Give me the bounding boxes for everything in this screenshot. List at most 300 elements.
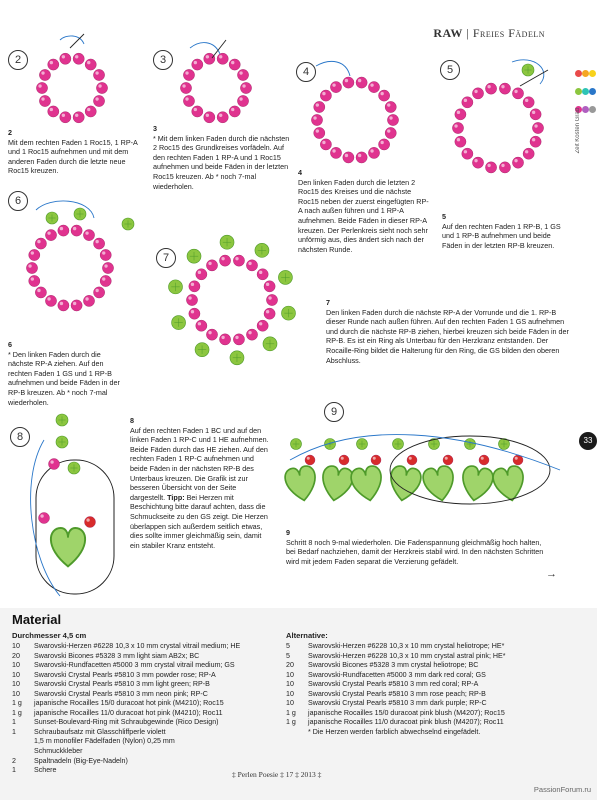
material-qty: 10 bbox=[12, 670, 20, 679]
step-6-text bbox=[8, 340, 120, 407]
material-qty: 1 bbox=[12, 727, 16, 736]
bead-highlight bbox=[28, 264, 31, 267]
bead-highlight bbox=[194, 108, 197, 111]
bead-highlight bbox=[242, 84, 245, 87]
ring-bead bbox=[94, 287, 105, 298]
step-8-body: Auf den rechten Faden 1 BC und auf den linken Faden 1 RP-C und 1 HE aufnehmen. Beide Fäden durch das HE ziehen. Auf den rechten Faden 1 RP-C aufnehmen und beide Fäden in der nächsten RP-B des Unterbaus kreuzen. Die Grafik ist zur besseren Übersicht von der Seite dargestellt. bbox=[130, 425, 269, 502]
step-8-text bbox=[130, 416, 270, 550]
bead-highlight bbox=[50, 460, 53, 463]
ring-bead bbox=[233, 255, 244, 266]
heart-shape bbox=[284, 465, 319, 503]
watermark: PassionForum.ru bbox=[533, 785, 591, 794]
material-desc: japanische Rocailles 11/0 duracoat pink blush (M4207); Roc11 bbox=[308, 718, 504, 727]
bead-highlight bbox=[221, 257, 224, 260]
ring-bead bbox=[385, 127, 396, 138]
material-item bbox=[12, 718, 282, 728]
ring-bead bbox=[100, 275, 111, 286]
step-4-badge: 4 bbox=[296, 62, 316, 82]
step-8-badge: 8 bbox=[10, 427, 30, 447]
step-3-badge: 3 bbox=[153, 50, 173, 70]
heart-crystal bbox=[492, 465, 527, 503]
ring-bead bbox=[512, 88, 523, 99]
step-2-text bbox=[8, 128, 148, 176]
heart-shape bbox=[387, 465, 422, 503]
ring-bead bbox=[94, 238, 105, 249]
step-8-tip: Bei Herzen mit Beschichtung bitte darauf achten, dass die Schmuckseite zu den GS zeigt. Die Herzen überlappen sich außerdem seitlich etwas, dies sollte immer gleichmäßig sein, damit ein stabiler Kranz entsteht. bbox=[130, 492, 268, 550]
ring-bead bbox=[73, 53, 84, 64]
page-number-badge: 33 bbox=[579, 432, 597, 450]
material-qty: 10 bbox=[286, 689, 294, 698]
bead-highlight bbox=[268, 296, 271, 299]
material-qty: 1 bbox=[12, 718, 16, 727]
bead-highlight bbox=[219, 114, 222, 117]
pink-bead bbox=[39, 513, 50, 524]
material-qty: 10 bbox=[286, 670, 294, 679]
bead-highlight bbox=[182, 84, 185, 87]
step-9-badge: 9 bbox=[324, 402, 344, 422]
material-desc: Swarovski Crystal Pearls #5810 3 mm red coral; RP-A bbox=[308, 680, 479, 689]
material-item bbox=[12, 757, 282, 767]
bead-highlight bbox=[208, 262, 211, 265]
ring-bead bbox=[320, 90, 331, 101]
ring-bead bbox=[485, 83, 496, 94]
material-desc: Swarovski Crystal Pearls #5810 3 mm rose peach; RP-B bbox=[308, 689, 486, 698]
ring-bead bbox=[368, 147, 379, 158]
ring-bead bbox=[379, 139, 390, 150]
ring-bead bbox=[257, 269, 268, 280]
magazine-footer: ‡ Perlen Poesie ‡ 17 ‡ 2013 ‡ bbox=[232, 770, 322, 779]
bead-highlight bbox=[191, 283, 194, 286]
step-2-body: Mit dem rechten Faden 1 Roc15, 1 RP-A und 1 Roc15 aufnehmen und mit dem anderen Faden durch die letzte neue Roc15 kreuzen. bbox=[8, 137, 138, 176]
bead-highlight bbox=[358, 154, 361, 157]
ring-bead bbox=[320, 139, 331, 150]
bead-highlight bbox=[322, 92, 325, 95]
material-qty: 10 bbox=[286, 680, 294, 689]
heart-crystal bbox=[284, 465, 319, 503]
pink-bead bbox=[49, 459, 60, 470]
bead-highlight bbox=[266, 283, 269, 286]
bead-highlight bbox=[316, 129, 319, 132]
bead-highlight bbox=[95, 240, 98, 243]
material-qty: 20 bbox=[12, 651, 20, 660]
bead-highlight bbox=[239, 97, 242, 100]
heart-crystal bbox=[387, 465, 422, 503]
ring-bead bbox=[45, 295, 56, 306]
bead-highlight bbox=[231, 108, 234, 111]
ring-bead bbox=[264, 308, 275, 319]
ring-bead bbox=[85, 59, 96, 70]
material-qty bbox=[286, 728, 308, 738]
red-bead bbox=[407, 455, 417, 465]
step-2-badge: 2 bbox=[8, 50, 28, 70]
bead-highlight bbox=[235, 336, 238, 339]
material-item bbox=[286, 699, 576, 709]
ring-bead bbox=[356, 152, 367, 163]
ring-bead bbox=[264, 281, 275, 292]
material-item bbox=[286, 709, 576, 719]
bead-highlight bbox=[50, 61, 53, 64]
bead-highlight bbox=[373, 457, 376, 460]
ring-bead bbox=[499, 83, 510, 94]
material-item bbox=[286, 652, 576, 662]
ring-bead bbox=[29, 275, 40, 286]
bead-highlight bbox=[345, 154, 348, 157]
header-separator: | bbox=[466, 26, 470, 40]
ring-bead bbox=[96, 82, 107, 93]
material-qty: 5 bbox=[286, 642, 290, 650]
red-bead bbox=[443, 455, 453, 465]
red-bead bbox=[305, 455, 315, 465]
step-4-label: 4 bbox=[298, 168, 302, 177]
bead-highlight bbox=[62, 114, 65, 117]
ring-bead bbox=[330, 147, 341, 158]
material-qty: 1 g bbox=[286, 718, 296, 727]
ring-bead bbox=[266, 294, 277, 305]
ring-bead bbox=[512, 157, 523, 168]
material-desc: Schere bbox=[34, 766, 57, 775]
material-item bbox=[12, 642, 282, 652]
ring-bead bbox=[233, 334, 244, 345]
bead-highlight bbox=[185, 97, 188, 100]
bead-highlight bbox=[235, 257, 238, 260]
ring-bead bbox=[530, 109, 541, 120]
ring-bead bbox=[530, 136, 541, 147]
ring-bead bbox=[36, 82, 47, 93]
bead-highlight bbox=[464, 99, 467, 102]
material-desc: japanische Rocailles 15/0 duracoat hot pink (M4210); Roc15 bbox=[34, 699, 224, 708]
ring-bead bbox=[183, 69, 194, 80]
heart-shape bbox=[319, 465, 354, 503]
material-item bbox=[12, 680, 282, 690]
ring-bead bbox=[186, 294, 197, 305]
ring-bead bbox=[206, 260, 217, 271]
bead-highlight bbox=[85, 297, 88, 300]
step-8-outline bbox=[36, 460, 114, 594]
step-7-badge: 7 bbox=[156, 248, 176, 268]
bead-highlight bbox=[487, 164, 490, 167]
material-desc: Swarovski Bicones #5328 3 mm light siam AB2x; BC bbox=[34, 651, 200, 660]
ring-bead bbox=[204, 112, 215, 123]
ring-bead bbox=[83, 295, 94, 306]
ring-bead bbox=[311, 114, 322, 125]
bead-highlight bbox=[98, 84, 101, 87]
material-item bbox=[286, 680, 576, 690]
header-raw: RAW bbox=[433, 26, 463, 40]
ring-bead bbox=[196, 320, 207, 331]
bead-highlight bbox=[387, 129, 390, 132]
step-9-body: Schritt 8 noch 9-mal wiederholen. Die Fadenspannung gleichmäßig hoch halten, bei Bedarf nachziehen, damit der Herzkreis stabil wird. In den nächsten Schritten wird mit jedem Faden separat die Verzierung gefädelt. bbox=[286, 537, 544, 566]
bead-highlight bbox=[47, 297, 50, 300]
ring-bead bbox=[229, 59, 240, 70]
bead-highlight bbox=[532, 111, 535, 114]
step-8-tip-label: Tipp: bbox=[167, 492, 185, 502]
material-desc: Swarovski-Rundfacetten #5000 3 mm dark red coral; GS bbox=[308, 670, 486, 679]
red-bead bbox=[371, 455, 381, 465]
material-desc: Sunset-Boulevard-Ring mit Schraubgewinde (Rico Design) bbox=[34, 718, 219, 727]
ring-bead bbox=[48, 59, 59, 70]
red-bead bbox=[479, 455, 489, 465]
bead-highlight bbox=[457, 111, 460, 114]
material-desc: Swarovski Crystal Pearls #5810 3 mm neon pink; RP-C bbox=[34, 689, 208, 698]
step-5-text bbox=[442, 212, 566, 250]
ring-bead bbox=[219, 334, 230, 345]
heart-crystal bbox=[350, 465, 385, 503]
ring-bead bbox=[206, 329, 217, 340]
bead-highlight bbox=[206, 114, 209, 117]
ring-bead bbox=[26, 262, 37, 273]
ring-bead bbox=[45, 229, 56, 240]
ring-bead bbox=[499, 162, 510, 173]
bead-highlight bbox=[380, 141, 383, 144]
ring-bead bbox=[485, 162, 496, 173]
bead-highlight bbox=[370, 149, 373, 152]
step-5-body: Auf den rechten Faden 1 RP-B, 1 GS und 1 RP-B aufnehmen und beide Fäden in der letzten RP-B kreuzen. bbox=[442, 221, 561, 250]
step-4-text bbox=[298, 168, 430, 254]
material-item bbox=[286, 718, 576, 728]
ring-bead bbox=[237, 95, 248, 106]
material-item bbox=[286, 661, 576, 671]
material-item bbox=[12, 737, 282, 747]
ring-bead bbox=[343, 77, 354, 88]
ring-bead bbox=[204, 53, 215, 64]
bead-highlight bbox=[387, 103, 390, 106]
ring-bead bbox=[462, 97, 473, 108]
bead-highlight bbox=[87, 61, 90, 64]
bead-highlight bbox=[341, 457, 344, 460]
material-desc: Swarovski-Herzen #6228 10,3 x 10 mm crystal astral pink; HE* bbox=[308, 651, 506, 660]
heart-crystal bbox=[422, 465, 457, 503]
heart-shape bbox=[459, 465, 494, 503]
bead-highlight bbox=[514, 159, 517, 162]
ring-bead bbox=[180, 82, 191, 93]
material-diameter: Durchmesser 4,5 cm bbox=[12, 631, 87, 640]
material-qty: 10 bbox=[12, 661, 20, 670]
bead-highlight bbox=[221, 336, 224, 339]
material-desc: Swarovski Crystal Pearls #5810 3 mm powder rose; RP-A bbox=[34, 670, 216, 679]
bead-highlight bbox=[370, 83, 373, 86]
ring-bead bbox=[71, 225, 82, 236]
ring-bead bbox=[93, 95, 104, 106]
step-5-badge: 5 bbox=[440, 60, 460, 80]
ring-bead bbox=[189, 281, 200, 292]
ring-bead bbox=[100, 249, 111, 260]
step-3-label: 3 bbox=[153, 124, 157, 133]
bead-highlight bbox=[87, 108, 90, 111]
bead-highlight bbox=[47, 231, 50, 234]
material-desc: * Die Herzen werden farblich abwechselnd eingefädelt. bbox=[308, 727, 481, 736]
ring-bead bbox=[189, 308, 200, 319]
bead-highlight bbox=[248, 331, 251, 334]
bead-highlight bbox=[389, 116, 392, 119]
ring-bead bbox=[196, 269, 207, 280]
bead-highlight bbox=[464, 150, 467, 153]
material-qty: 1 g bbox=[286, 708, 296, 717]
material-desc: Swarovski Bicones #5328 3 mm crystal heliotrope; BC bbox=[308, 661, 479, 670]
side-note: Zeit Kosten Grad bbox=[575, 108, 581, 154]
ring-bead bbox=[229, 106, 240, 117]
material-desc: japanische Rocailles 11/0 duracoat hot pink (M4210); Roc11 bbox=[34, 708, 223, 717]
material-item bbox=[12, 728, 282, 738]
material-qty: 1 g bbox=[12, 708, 22, 717]
ring-bead bbox=[85, 106, 96, 117]
ring-bead bbox=[387, 114, 398, 125]
bead-highlight bbox=[60, 227, 63, 230]
ring-bead bbox=[532, 122, 543, 133]
material-qty: 2 bbox=[12, 756, 16, 765]
step-8-label: 8 bbox=[130, 416, 134, 425]
bead-highlight bbox=[266, 310, 269, 313]
ring-bead bbox=[60, 53, 71, 64]
bead-highlight bbox=[259, 271, 262, 274]
thread-line bbox=[316, 61, 350, 76]
ring-bead bbox=[343, 152, 354, 163]
bead-highlight bbox=[75, 55, 78, 58]
thread-line bbox=[190, 43, 220, 54]
ring-bead bbox=[71, 300, 82, 311]
bead-highlight bbox=[86, 518, 89, 521]
material-item bbox=[286, 671, 576, 681]
bead-highlight bbox=[188, 296, 191, 299]
bead-highlight bbox=[445, 457, 448, 460]
material-qty bbox=[12, 747, 34, 757]
material-item bbox=[286, 728, 576, 738]
bead-highlight bbox=[525, 150, 528, 153]
bead-highlight bbox=[95, 97, 98, 100]
bead-highlight bbox=[307, 457, 310, 460]
ring-bead bbox=[192, 59, 203, 70]
heart-crystal bbox=[51, 528, 85, 566]
bead-highlight bbox=[532, 138, 535, 141]
ring-bead bbox=[102, 262, 113, 273]
bead-highlight bbox=[31, 277, 34, 280]
material-title: Material bbox=[12, 612, 62, 627]
ring-bead bbox=[472, 157, 483, 168]
ring-bead bbox=[35, 238, 46, 249]
ring-bead bbox=[314, 101, 325, 112]
continue-arrow-icon: → bbox=[546, 568, 557, 580]
heart-shape bbox=[350, 465, 385, 503]
bead-highlight bbox=[102, 251, 105, 254]
material-qty bbox=[12, 737, 34, 747]
material-qty: 1 bbox=[12, 766, 16, 775]
bead-highlight bbox=[534, 124, 537, 127]
step-6-badge: 6 bbox=[8, 191, 28, 211]
ring-bead bbox=[246, 329, 257, 340]
material-desc: Schmuckkleber bbox=[34, 747, 83, 756]
bead-highlight bbox=[219, 55, 222, 58]
ring-bead bbox=[246, 260, 257, 271]
bead-highlight bbox=[474, 90, 477, 93]
bead-highlight bbox=[50, 108, 53, 111]
red-bead bbox=[85, 517, 96, 528]
bead-highlight bbox=[332, 83, 335, 86]
bead-highlight bbox=[198, 271, 201, 274]
bead-highlight bbox=[454, 124, 457, 127]
ring-bead bbox=[472, 88, 483, 99]
heart-crystal bbox=[319, 465, 354, 503]
heart-crystal bbox=[459, 465, 494, 503]
heart-shape bbox=[51, 528, 85, 566]
bead-highlight bbox=[206, 55, 209, 58]
bead-highlight bbox=[73, 302, 76, 305]
alternative-title: Alternative: bbox=[286, 631, 328, 640]
bead-highlight bbox=[60, 302, 63, 305]
material-item bbox=[286, 690, 576, 700]
material-qty: 20 bbox=[286, 661, 294, 670]
material-item bbox=[12, 671, 282, 681]
ring-bead bbox=[385, 101, 396, 112]
bead-highlight bbox=[37, 289, 40, 292]
bead-highlight bbox=[525, 99, 528, 102]
step-9-text bbox=[286, 528, 548, 566]
bead-highlight bbox=[259, 322, 262, 325]
material-item bbox=[12, 661, 282, 671]
bead-highlight bbox=[31, 251, 34, 254]
ring-bead bbox=[368, 81, 379, 92]
ring-bead bbox=[60, 112, 71, 123]
bead-highlight bbox=[515, 457, 518, 460]
ring-bead bbox=[217, 112, 228, 123]
ring-bead bbox=[330, 81, 341, 92]
bead-highlight bbox=[487, 85, 490, 88]
ring-bead bbox=[379, 90, 390, 101]
ring-bead bbox=[523, 148, 534, 159]
bead-highlight bbox=[380, 92, 383, 95]
ring-bead bbox=[314, 127, 325, 138]
bead-highlight bbox=[474, 159, 477, 162]
ring-bead bbox=[192, 106, 203, 117]
step-7-body: Den linken Faden durch die nächste RP-A der Vorrunde und die 1. RP-B dieser Runde nach außen führen. Auf den rechten Faden 1 GS aufnehmen und durch die nächste RP-B ziehen, hierbei kreuzen sich beide Fäden in der RP-B. Es ist ein Ring als Unterbau für den Herzkranz entstanden. Der Rocaille-Ring bildet die Halterung für den Ring, die GS bilden den oberen Abschluss. bbox=[326, 307, 569, 365]
material-desc: Swarovski-Herzen #6228 10,3 x 10 mm crystal heliotrope; HE* bbox=[308, 642, 505, 650]
bead-highlight bbox=[85, 231, 88, 234]
bead-highlight bbox=[191, 310, 194, 313]
bead-highlight bbox=[41, 97, 44, 100]
ring-bead bbox=[39, 69, 50, 80]
material-desc: Spaltnadeln (Big-Eye-Nadeln) bbox=[34, 756, 128, 765]
ring-bead bbox=[219, 255, 230, 266]
material-qty: 10 bbox=[286, 699, 294, 708]
bead-highlight bbox=[358, 79, 361, 82]
bead-highlight bbox=[40, 514, 43, 517]
heart-shape bbox=[492, 465, 527, 503]
material-desc: japanische Rocailles 15/0 duracoat pink blush (M4207); Roc15 bbox=[308, 708, 505, 717]
bead-highlight bbox=[185, 71, 188, 74]
material-item bbox=[286, 642, 576, 652]
ring-bead bbox=[356, 77, 367, 88]
bead-highlight bbox=[38, 84, 41, 87]
step-7-text bbox=[326, 298, 570, 365]
bead-highlight bbox=[104, 264, 107, 267]
header-section: Freies Fädeln bbox=[472, 26, 545, 40]
bead-highlight bbox=[95, 289, 98, 292]
bead-highlight bbox=[322, 141, 325, 144]
material-item bbox=[12, 652, 282, 662]
material-qty: 5 bbox=[286, 651, 290, 660]
ring-bead bbox=[73, 112, 84, 123]
material-list bbox=[12, 642, 282, 776]
step-3-text bbox=[153, 124, 291, 191]
material-desc: 1,5 m monofiler Fädelfaden (Nylon) 0,25 mm bbox=[34, 737, 175, 746]
step-7-label: 7 bbox=[326, 298, 330, 307]
ring-bead bbox=[455, 109, 466, 120]
material-qty: 10 bbox=[12, 689, 20, 698]
ring-bead bbox=[523, 97, 534, 108]
material-desc: Swarovski-Herzen #6228 10,3 x 10 mm crystal vitrail medium; HE bbox=[34, 642, 241, 650]
ring-bead bbox=[93, 69, 104, 80]
material-desc: Schraubaufsatz mit Glasschliffperle violett bbox=[34, 727, 166, 736]
bead-highlight bbox=[313, 116, 316, 119]
step-2-label: 2 bbox=[8, 128, 12, 137]
